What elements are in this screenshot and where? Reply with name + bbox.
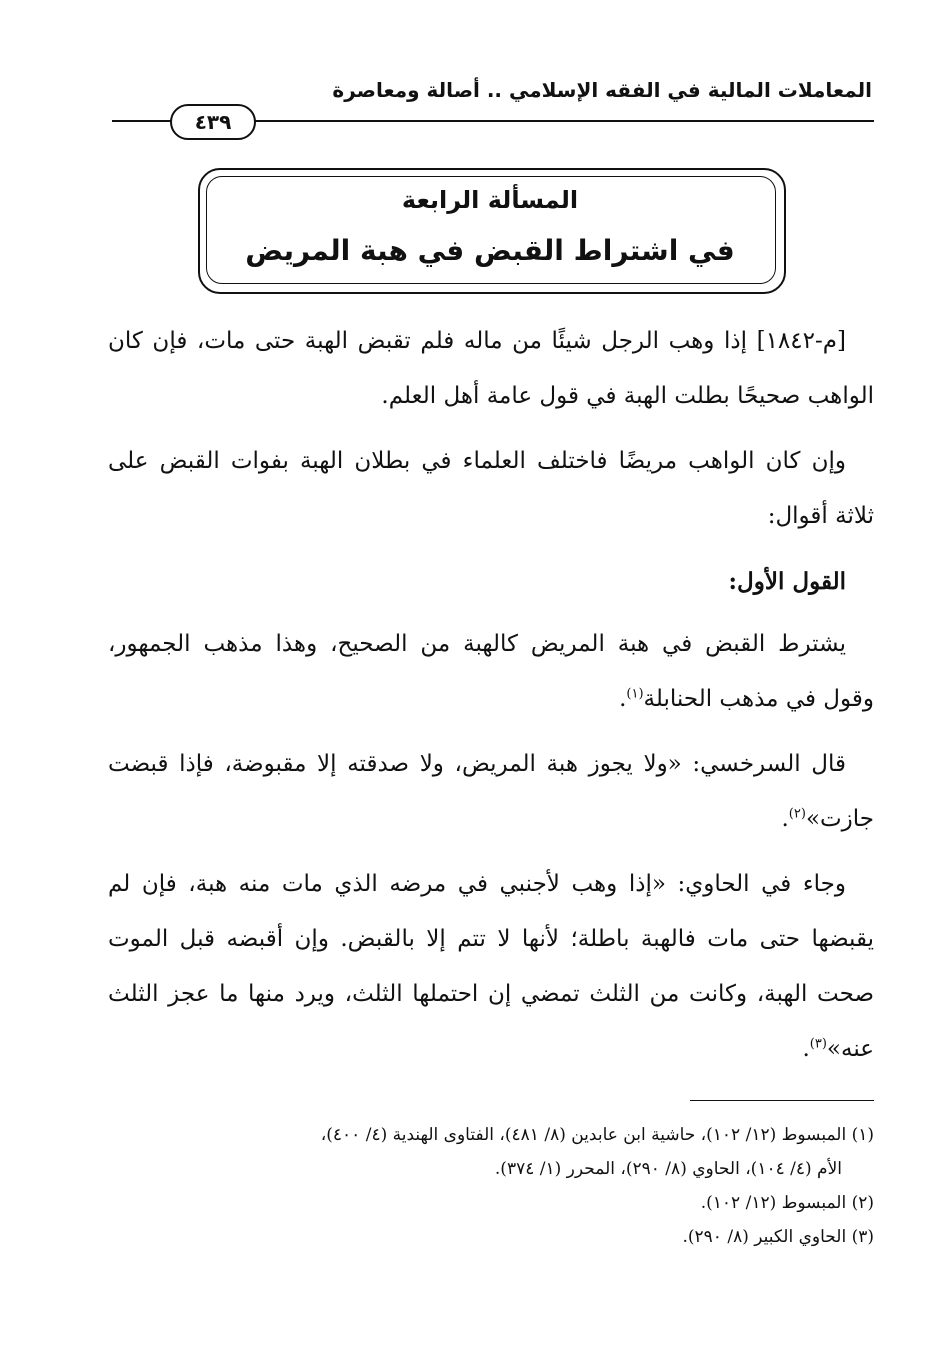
page-number: ٤٣٩: [170, 104, 256, 140]
paragraph: وإن كان الواهب مريضًا فاختلف العلماء في بطلان الهبة بفوات القبض على ثلاثة أقوال:: [108, 448, 874, 529]
footnote: (٣) الحاوي الكبير (٨/ ٢٩٠).: [682, 1227, 874, 1247]
footnote-ref: (٣): [809, 1036, 827, 1052]
paragraph-end: .: [619, 686, 627, 712]
body-text: [108, 314, 874, 1087]
section-subtitle: في اشتراط القبض في هبة المريض: [245, 234, 735, 267]
paragraph: [108, 857, 874, 1077]
footnote-continuation: الأم (٤/ ١٠٤)، الحاوي (٨/ ٢٩٠)، المحرر (١/ ٣٧٤).: [494, 1159, 842, 1179]
paragraph-end: .: [802, 1036, 810, 1062]
paragraph-end: .: [781, 806, 789, 832]
footnote-rule: [690, 1100, 874, 1101]
footnotes: [108, 1118, 874, 1254]
footnote: (٢) المبسوط (١٢/ ١٠٢).: [700, 1193, 874, 1213]
book-title: المعاملات المالية في الفقه الإسلامي .. أصالة ومعاصرة: [332, 78, 872, 102]
paragraph: [108, 737, 874, 847]
footnote-ref: (١): [626, 686, 644, 702]
footnote-ref: (٢): [788, 806, 806, 822]
paragraph-text: يشترط القبض في هبة المريض كالهبة من الصحيح، وهذا مذهب الجمهور، وقول في مذهب الحنابلة: [108, 631, 874, 712]
subheading: القول الأول:: [728, 568, 846, 595]
paragraph: [108, 617, 874, 727]
section-title: المسألة الرابعة: [401, 186, 579, 214]
paragraph-text: وجاء في الحاوي: «إذا وهب لأجنبي في مرضه الذي مات منه هبة، فإن لم يقبضها حتى مات فالهبة باطلة؛ لأنها لا تتم إلا بالقبض. وإن أقبضه قبل الموت صحت الهبة، وكانت من الثلث تمضي إن احتملها الثلث، ويرد منها ما عجز الثلث عنه»: [108, 871, 874, 1062]
footnote: (١) المبسوط (١٢/ ١٠٢)، حاشية ابن عابدين (٨/ ٤٨١)، الفتاوى الهندية (٤/ ٤٠٠)،: [320, 1125, 874, 1145]
paragraph: [م-١٨٤٢] إذا وهب الرجل شيئًا من ماله فلم تقبض الهبة حتى مات، فإن كان الواهب صحيحًا بطلت الهبة في قول عامة أهل العلم.: [108, 328, 874, 409]
paragraph-text: قال السرخسي: «ولا يجوز هبة المريض، ولا صدقته إلا مقبوضة، فإذا قبضت جازت»: [108, 751, 874, 832]
